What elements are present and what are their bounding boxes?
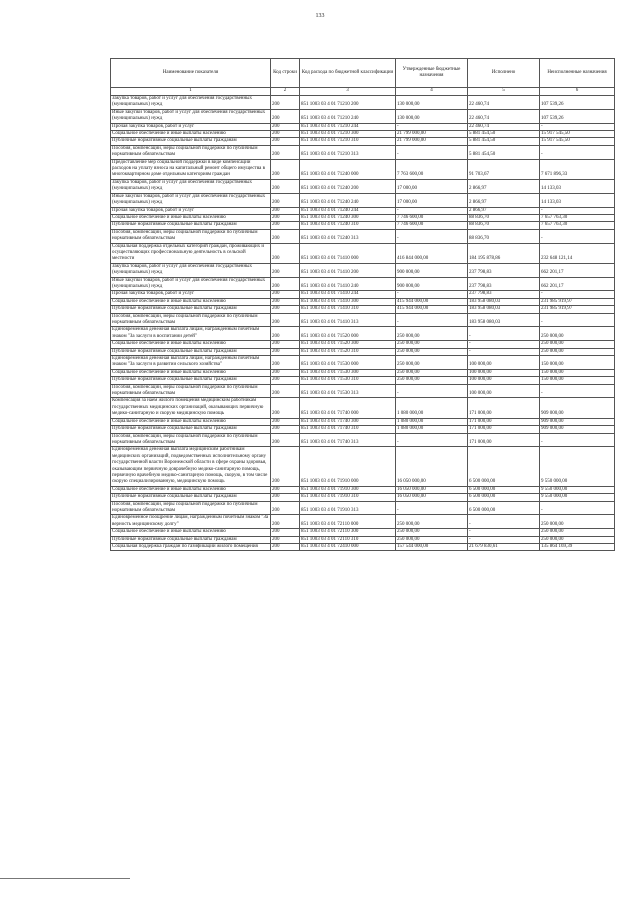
cell-line-code: 200 xyxy=(271,193,300,207)
cell-budget-code: 851 1003 03 4 01 72110 000 xyxy=(300,515,396,529)
cell-budget-code: 851 1003 03 4 01 71410 000 xyxy=(300,243,396,263)
cell-budget-code: 851 1003 03 4 01 71740 300 xyxy=(300,418,396,425)
cell-indicator-name: Публичные нормативные социальные выплаты гражданам xyxy=(111,377,271,384)
cell-approved: - xyxy=(396,123,468,130)
table-row xyxy=(111,229,615,243)
table-row xyxy=(111,536,615,543)
table-row xyxy=(111,327,615,341)
cell-line-code: 200 xyxy=(271,384,300,398)
cell-indicator-name: Единовременная денежная выплата лицам, награжденным почетным знаком "За заслуги в развитии сельского хозяйства" xyxy=(111,356,271,370)
cell-executed: - xyxy=(468,327,540,341)
cell-unexecuted: - xyxy=(540,313,615,327)
cell-approved: 900 000,00 xyxy=(396,263,468,277)
cell-budget-code: 851 1003 03 4 01 71740 310 xyxy=(300,426,396,433)
table-row xyxy=(111,306,615,313)
cell-approved: 16 050 000,00 xyxy=(396,494,468,501)
cell-unexecuted: 250 000,00 xyxy=(540,327,615,341)
cell-executed: 184 195 878,86 xyxy=(468,243,540,263)
cell-line-code: 200 xyxy=(271,418,300,425)
cell-approved: 415 944 000,00 xyxy=(396,298,468,305)
table-column-numbers-row xyxy=(111,88,615,96)
cell-budget-code: 851 1003 03 4 01 71410 240 xyxy=(300,277,396,291)
table-row xyxy=(111,123,615,130)
table-row xyxy=(111,138,615,145)
table-row xyxy=(111,277,615,291)
cell-budget-code: 851 1003 03 4 01 71410 310 xyxy=(300,306,396,313)
cell-budget-code: 851 1003 03 4 01 71910 300 xyxy=(300,486,396,493)
cell-unexecuted: 14 133,03 xyxy=(540,193,615,207)
cell-executed: 2 866,97 xyxy=(468,193,540,207)
cell-approved: 7 746 600,00 xyxy=(396,214,468,221)
cell-approved: 7 746 600,00 xyxy=(396,222,468,229)
cell-unexecuted: 250 000,00 xyxy=(540,536,615,543)
table-row xyxy=(111,341,615,348)
cell-line-code: 200 xyxy=(271,447,300,486)
header-unexecuted-appropriations: Неисполненные назначения xyxy=(540,59,615,88)
cell-executed: 171 000,00 xyxy=(468,398,540,418)
cell-executed: 21 679 830,61 xyxy=(468,544,540,551)
table-row xyxy=(111,193,615,207)
cell-unexecuted: - xyxy=(540,229,615,243)
cell-executed: 171 000,00 xyxy=(468,426,540,433)
cell-budget-code: 851 1003 03 4 01 71740 000 xyxy=(300,398,396,418)
cell-budget-code: 851 1003 03 4 01 72110 310 xyxy=(300,536,396,543)
cell-indicator-name: Публичные нормативные социальные выплаты гражданам xyxy=(111,306,271,313)
cell-line-code: 200 xyxy=(271,145,300,159)
header-indicator-name: Наименование показателя xyxy=(111,59,271,88)
column-number: 4 xyxy=(396,88,468,96)
table-row xyxy=(111,356,615,370)
cell-executed: - xyxy=(468,515,540,529)
cell-approved: 21 799 000,00 xyxy=(396,138,468,145)
table-row xyxy=(111,222,615,229)
cell-indicator-name: Прочая закупка товаров, работ и услуг xyxy=(111,291,271,298)
cell-indicator-name: Единовременная денежная выплата медицинским работникам медицинских организаций, подведомственных исполнительному органу государственной власти Воронежской области в сфере охраны здоровья, оказывающим первичную доврачебную медико-санитарную помощь, первичную врачебную медико-санитарную помощь, скорую, в том числе скорую специализированную, медицинскую помощь xyxy=(111,447,271,486)
cell-executed: 100 000,00 xyxy=(468,384,540,398)
cell-executed: 2 866,97 xyxy=(468,207,540,214)
cell-unexecuted: 15 917 545,50 xyxy=(540,138,615,145)
table-row xyxy=(111,384,615,398)
table-row xyxy=(111,377,615,384)
cell-executed: 6 500 000,00 xyxy=(468,501,540,515)
cell-budget-code: 851 1003 03 4 01 71210 200 xyxy=(300,96,396,110)
cell-approved: 250 000,00 xyxy=(396,377,468,384)
table-row xyxy=(111,494,615,501)
cell-unexecuted: - xyxy=(540,384,615,398)
cell-line-code: 200 xyxy=(271,433,300,447)
table-row xyxy=(111,544,615,551)
cell-line-code: 200 xyxy=(271,327,300,341)
cell-budget-code: 851 1003 03 4 01 71240 000 xyxy=(300,159,396,179)
cell-executed: 88 836,70 xyxy=(468,222,540,229)
table-row xyxy=(111,515,615,529)
table-row xyxy=(111,418,615,425)
table-row xyxy=(111,96,615,110)
cell-executed: - xyxy=(468,341,540,348)
table-row xyxy=(111,131,615,138)
cell-indicator-name: Закупка товаров, работ и услуг для обеспечения государственных (муниципальных) нужд xyxy=(111,96,271,110)
cell-budget-code: 851 1003 03 4 01 71530 313 xyxy=(300,384,396,398)
cell-executed: - xyxy=(468,529,540,536)
cell-executed: 88 836,70 xyxy=(468,214,540,221)
table-row xyxy=(111,348,615,355)
cell-executed: 22 460,74 xyxy=(468,96,540,110)
cell-budget-code: 851 1003 03 4 01 71910 310 xyxy=(300,494,396,501)
header-budget-classification-code: Код расхода по бюджетной классификации xyxy=(300,59,396,88)
cell-unexecuted: 150 000,00 xyxy=(540,356,615,370)
table-row xyxy=(111,426,615,433)
cell-approved: 250 000,00 xyxy=(396,529,468,536)
cell-line-code: 200 xyxy=(271,214,300,221)
table-row xyxy=(111,263,615,277)
cell-indicator-name: Социальное обеспечение и иные выплаты населению xyxy=(111,529,271,536)
cell-executed: 6 500 000,00 xyxy=(468,447,540,486)
cell-approved: 250 000,00 xyxy=(396,356,468,370)
table-row xyxy=(111,214,615,221)
cell-indicator-name: Пособия, компенсации, меры социальной поддержки по публичным нормативным обязательствам xyxy=(111,433,271,447)
cell-line-code: 200 xyxy=(271,348,300,355)
cell-budget-code: 851 1003 03 4 01 71740 313 xyxy=(300,433,396,447)
cell-line-code: 200 xyxy=(271,501,300,515)
column-number: 5 xyxy=(468,88,540,96)
cell-unexecuted: 15 917 545,50 xyxy=(540,131,615,138)
cell-indicator-name: Прочая закупка товаров, работ и услуг xyxy=(111,207,271,214)
cell-approved: - xyxy=(396,291,468,298)
cell-executed: 100 000,00 xyxy=(468,369,540,376)
cell-unexecuted: 250 000,00 xyxy=(540,341,615,348)
table-row xyxy=(111,243,615,263)
cell-approved: 157 544 000,00 xyxy=(396,544,468,551)
cell-line-code: 200 xyxy=(271,341,300,348)
cell-line-code: 200 xyxy=(271,369,300,376)
cell-indicator-name: Социальное обеспечение и иные выплаты населению xyxy=(111,298,271,305)
cell-executed: 237 798,83 xyxy=(468,263,540,277)
cell-unexecuted: 250 000,00 xyxy=(540,348,615,355)
cell-approved: 17 000,00 xyxy=(396,193,468,207)
cell-budget-code: 851 1003 03 4 01 71210 310 xyxy=(300,138,396,145)
cell-unexecuted: 135 864 169,39 xyxy=(540,544,615,551)
cell-budget-code: 851 1003 03 4 01 72110 300 xyxy=(300,529,396,536)
cell-line-code: 200 xyxy=(271,298,300,305)
cell-budget-code: 851 1003 03 4 01 71520 000 xyxy=(300,327,396,341)
cell-unexecuted: 662 201,17 xyxy=(540,277,615,291)
cell-indicator-name: Единовременное поощрение лицам, награжденным почетным знаком "За верность медицинскому долгу" xyxy=(111,515,271,529)
cell-executed: - xyxy=(468,536,540,543)
cell-executed: 6 500 000,00 xyxy=(468,494,540,501)
cell-approved: 17 000,00 xyxy=(396,179,468,193)
cell-indicator-name: Социальное обеспечение и иные выплаты населению xyxy=(111,131,271,138)
cell-unexecuted: - xyxy=(540,123,615,130)
cell-line-code: 200 xyxy=(271,222,300,229)
cell-line-code: 200 xyxy=(271,207,300,214)
cell-executed: 2 866,97 xyxy=(468,179,540,193)
cell-unexecuted: 7 657 763,30 xyxy=(540,214,615,221)
cell-line-code: 200 xyxy=(271,544,300,551)
cell-approved: 250 000,00 xyxy=(396,536,468,543)
cell-budget-code: 851 1003 03 4 01 72410 000 xyxy=(300,544,396,551)
cell-executed: 5 881 454,50 xyxy=(468,145,540,159)
cell-unexecuted: 250 000,00 xyxy=(540,515,615,529)
cell-approved: 250 000,00 xyxy=(396,348,468,355)
column-number: 1 xyxy=(111,88,271,96)
cell-budget-code: 851 1003 03 4 01 71210 244 xyxy=(300,123,396,130)
cell-indicator-name: Социальное обеспечение и иные выплаты населению xyxy=(111,214,271,221)
cell-unexecuted: 107 539,26 xyxy=(540,96,615,110)
cell-unexecuted: 909 000,00 xyxy=(540,426,615,433)
cell-indicator-name: Социальная поддержка отдельных категорий граждан, проживающих и осуществляющих профессиональную деятельность в сельской местности xyxy=(111,243,271,263)
table-row xyxy=(111,501,615,515)
cell-unexecuted: 909 000,00 xyxy=(540,398,615,418)
table-row xyxy=(111,109,615,123)
page-number: 133 xyxy=(315,13,325,19)
cell-budget-code: 851 1003 03 4 01 71240 200 xyxy=(300,179,396,193)
cell-approved: 1 080 000,00 xyxy=(396,426,468,433)
cell-indicator-name: Пособия, компенсации, меры социальной поддержки по публичным нормативным обязательствам xyxy=(111,229,271,243)
cell-line-code: 200 xyxy=(271,263,300,277)
table-row xyxy=(111,369,615,376)
cell-approved: 1 080 000,00 xyxy=(396,418,468,425)
cell-unexecuted: - xyxy=(540,291,615,298)
cell-indicator-name: Публичные нормативные социальные выплаты гражданам xyxy=(111,222,271,229)
cell-budget-code: 851 1003 03 4 01 71410 244 xyxy=(300,291,396,298)
cell-line-code: 200 xyxy=(271,131,300,138)
cell-indicator-name: Пособия, компенсации, меры социальной поддержки по публичным нормативным обязательствам xyxy=(111,384,271,398)
table-row xyxy=(111,179,615,193)
cell-approved: 416 844 000,00 xyxy=(396,243,468,263)
cell-approved: 250 000,00 xyxy=(396,515,468,529)
cell-unexecuted: 150 000,00 xyxy=(540,377,615,384)
cell-approved: 130 000,00 xyxy=(396,109,468,123)
cell-line-code: 200 xyxy=(271,277,300,291)
cell-executed: 171 000,00 xyxy=(468,418,540,425)
cell-line-code: 200 xyxy=(271,179,300,193)
cell-indicator-name: Публичные нормативные социальные выплаты гражданам xyxy=(111,426,271,433)
footer-divider xyxy=(0,878,130,879)
cell-indicator-name: Публичные нормативные социальные выплаты гражданам xyxy=(111,536,271,543)
column-number: 3 xyxy=(300,88,396,96)
table-row xyxy=(111,433,615,447)
table-row xyxy=(111,398,615,418)
cell-executed: 5 881 454,50 xyxy=(468,131,540,138)
cell-approved: - xyxy=(396,384,468,398)
table-row xyxy=(111,447,615,486)
cell-budget-code: 851 1003 03 4 01 71210 313 xyxy=(300,145,396,159)
cell-approved: 16 050 000,00 xyxy=(396,447,468,486)
cell-indicator-name: Пособия, компенсации, меры социальной поддержки по публичным нормативным обязательствам xyxy=(111,501,271,515)
cell-approved: 250 000,00 xyxy=(396,327,468,341)
cell-unexecuted: 232 648 121,14 xyxy=(540,243,615,263)
cell-executed: 183 958 080,03 xyxy=(468,298,540,305)
table-body xyxy=(111,96,615,551)
cell-budget-code: 851 1003 03 4 01 71240 300 xyxy=(300,214,396,221)
cell-executed: 237 798,83 xyxy=(468,277,540,291)
cell-budget-code: 851 1003 03 4 01 71910 313 xyxy=(300,501,396,515)
cell-line-code: 200 xyxy=(271,243,300,263)
cell-indicator-name: Социальное обеспечение и иные выплаты населению xyxy=(111,486,271,493)
header-approved-appropriations: Утвержденные бюджетные назначения xyxy=(396,59,468,88)
cell-indicator-name: Социальное обеспечение и иные выплаты населению xyxy=(111,369,271,376)
cell-line-code: 200 xyxy=(271,159,300,179)
cell-executed: 22 460,74 xyxy=(468,123,540,130)
cell-unexecuted: 9 550 000,00 xyxy=(540,494,615,501)
cell-budget-code: 851 1003 03 4 01 71240 240 xyxy=(300,193,396,207)
cell-unexecuted: 7 657 763,30 xyxy=(540,222,615,229)
cell-budget-code: 851 1003 03 4 01 71520 310 xyxy=(300,348,396,355)
cell-line-code: 200 xyxy=(271,377,300,384)
table-row xyxy=(111,313,615,327)
cell-approved: 7 763 600,00 xyxy=(396,159,468,179)
cell-approved: - xyxy=(396,145,468,159)
cell-line-code: 200 xyxy=(271,529,300,536)
cell-unexecuted: 107 539,26 xyxy=(540,109,615,123)
cell-budget-code: 851 1003 03 4 01 71410 200 xyxy=(300,263,396,277)
cell-unexecuted: - xyxy=(540,433,615,447)
cell-line-code: 200 xyxy=(271,109,300,123)
cell-indicator-name: Иные закупки товаров, работ и услуг для обеспечения государственных (муниципальных) нужд xyxy=(111,109,271,123)
cell-executed: 6 500 000,00 xyxy=(468,486,540,493)
table-row xyxy=(111,529,615,536)
cell-approved: 16 050 000,00 xyxy=(396,486,468,493)
budget-execution-table xyxy=(110,58,615,551)
cell-budget-code: 851 1003 03 4 01 71240 313 xyxy=(300,229,396,243)
cell-indicator-name: Публичные нормативные социальные выплаты гражданам xyxy=(111,138,271,145)
cell-indicator-name: Социальное обеспечение и иные выплаты населению xyxy=(111,418,271,425)
cell-unexecuted: 9 550 000,00 xyxy=(540,486,615,493)
column-number: 2 xyxy=(271,88,300,96)
cell-line-code: 200 xyxy=(271,138,300,145)
cell-approved: 250 000,00 xyxy=(396,341,468,348)
cell-indicator-name: Прочая закупка товаров, работ и услуг xyxy=(111,123,271,130)
cell-approved: - xyxy=(396,207,468,214)
cell-line-code: 200 xyxy=(271,356,300,370)
cell-line-code: 200 xyxy=(271,123,300,130)
cell-unexecuted: 7 671 896,33 xyxy=(540,159,615,179)
cell-unexecuted: 150 000,00 xyxy=(540,369,615,376)
cell-indicator-name: Иные закупки товаров, работ и услуг для обеспечения государственных (муниципальных) нужд xyxy=(111,277,271,291)
cell-indicator-name: Социальная поддержка граждан по газификации жилого помещения xyxy=(111,544,271,551)
cell-budget-code: 851 1003 03 4 01 71520 300 xyxy=(300,341,396,348)
cell-unexecuted: - xyxy=(540,145,615,159)
cell-unexecuted: - xyxy=(540,501,615,515)
cell-executed: 237 798,83 xyxy=(468,291,540,298)
cell-line-code: 200 xyxy=(271,494,300,501)
cell-line-code: 200 xyxy=(271,426,300,433)
cell-indicator-name: Единовременная денежная выплата лицам, награжденным почетным знаком "За заслуги в воспитании детей" xyxy=(111,327,271,341)
cell-budget-code: 851 1003 03 4 01 71410 300 xyxy=(300,298,396,305)
cell-line-code: 200 xyxy=(271,291,300,298)
cell-executed: 183 958 080,03 xyxy=(468,313,540,327)
cell-unexecuted: 14 133,03 xyxy=(540,179,615,193)
cell-executed: 22 460,74 xyxy=(468,109,540,123)
cell-indicator-name: Закупка товаров, работ и услуг для обеспечения государственных (муниципальных) нужд xyxy=(111,179,271,193)
cell-line-code: 200 xyxy=(271,398,300,418)
cell-line-code: 200 xyxy=(271,306,300,313)
table-row xyxy=(111,159,615,179)
table-row xyxy=(111,298,615,305)
cell-indicator-name: Предоставление мер социальной поддержки в виде компенсации расходов на уплату взноса на капитальный ремонт общего имущества в многоквартирном доме отдельным категориям граждан xyxy=(111,159,271,179)
cell-approved: 250 000,00 xyxy=(396,369,468,376)
table-row xyxy=(111,207,615,214)
cell-approved: 900 000,00 xyxy=(396,277,468,291)
cell-approved: 130 000,00 xyxy=(396,96,468,110)
cell-budget-code: 851 1003 03 4 01 71530 000 xyxy=(300,356,396,370)
cell-executed: 171 000,00 xyxy=(468,433,540,447)
cell-indicator-name: Иные закупки товаров, работ и услуг для обеспечения государственных (муниципальных) нужд xyxy=(111,193,271,207)
cell-approved: - xyxy=(396,313,468,327)
cell-indicator-name: Компенсация за наем жилого помещения медицинским работникам государственных медицинских организаций, оказывающих первичную медико-санитарную и скорую медицинскую помощь xyxy=(111,398,271,418)
cell-budget-code: 851 1003 03 4 01 71240 310 xyxy=(300,222,396,229)
cell-indicator-name: Пособия, компенсации, меры социальной поддержки по публичным нормативным обязательствам xyxy=(111,313,271,327)
cell-approved: 415 944 000,00 xyxy=(396,306,468,313)
cell-executed: - xyxy=(468,348,540,355)
cell-line-code: 200 xyxy=(271,515,300,529)
cell-executed: 183 958 080,03 xyxy=(468,306,540,313)
cell-executed: 100 000,00 xyxy=(468,377,540,384)
cell-executed: 100 000,00 xyxy=(468,356,540,370)
table-row xyxy=(111,486,615,493)
cell-approved: - xyxy=(396,501,468,515)
table-row xyxy=(111,145,615,159)
cell-unexecuted: 250 000,00 xyxy=(540,529,615,536)
cell-line-code: 200 xyxy=(271,536,300,543)
cell-budget-code: 851 1003 03 4 01 71410 313 xyxy=(300,313,396,327)
cell-budget-code: 851 1003 03 4 01 71210 240 xyxy=(300,109,396,123)
cell-budget-code: 851 1003 03 4 01 71240 244 xyxy=(300,207,396,214)
cell-executed: 88 836,70 xyxy=(468,229,540,243)
cell-budget-code: 851 1003 03 4 01 71910 000 xyxy=(300,447,396,486)
table-row xyxy=(111,291,615,298)
cell-line-code: 200 xyxy=(271,313,300,327)
cell-unexecuted: 662 201,17 xyxy=(540,263,615,277)
cell-budget-code: 851 1003 03 4 01 71210 300 xyxy=(300,131,396,138)
table-header-row xyxy=(111,59,615,88)
cell-unexecuted: 9 550 000,00 xyxy=(540,447,615,486)
cell-unexecuted: 909 000,00 xyxy=(540,418,615,425)
cell-approved: - xyxy=(396,229,468,243)
column-number: 6 xyxy=(540,88,615,96)
cell-line-code: 200 xyxy=(271,96,300,110)
cell-indicator-name: Публичные нормативные социальные выплаты гражданам xyxy=(111,494,271,501)
cell-approved: 1 080 000,00 xyxy=(396,398,468,418)
cell-line-code: 200 xyxy=(271,229,300,243)
cell-indicator-name: Публичные нормативные социальные выплаты гражданам xyxy=(111,348,271,355)
cell-unexecuted: 231 985 919,97 xyxy=(540,306,615,313)
cell-indicator-name: Закупка товаров, работ и услуг для обеспечения государственных (муниципальных) нужд xyxy=(111,263,271,277)
cell-approved: - xyxy=(396,433,468,447)
cell-budget-code: 851 1003 03 4 01 71530 310 xyxy=(300,377,396,384)
cell-approved: 21 799 000,00 xyxy=(396,131,468,138)
cell-unexecuted: - xyxy=(540,207,615,214)
cell-line-code: 200 xyxy=(271,486,300,493)
header-executed: Исполнено xyxy=(468,59,540,88)
cell-executed: 5 881 454,50 xyxy=(468,138,540,145)
cell-budget-code: 851 1003 03 4 01 71530 300 xyxy=(300,369,396,376)
cell-indicator-name: Социальное обеспечение и иные выплаты населению xyxy=(111,341,271,348)
cell-unexecuted: 231 985 919,97 xyxy=(540,298,615,305)
header-line-code: Код строки xyxy=(271,59,300,88)
cell-indicator-name: Пособия, компенсации, меры социальной поддержки по публичным нормативным обязательствам xyxy=(111,145,271,159)
cell-executed: 91 703,67 xyxy=(468,159,540,179)
